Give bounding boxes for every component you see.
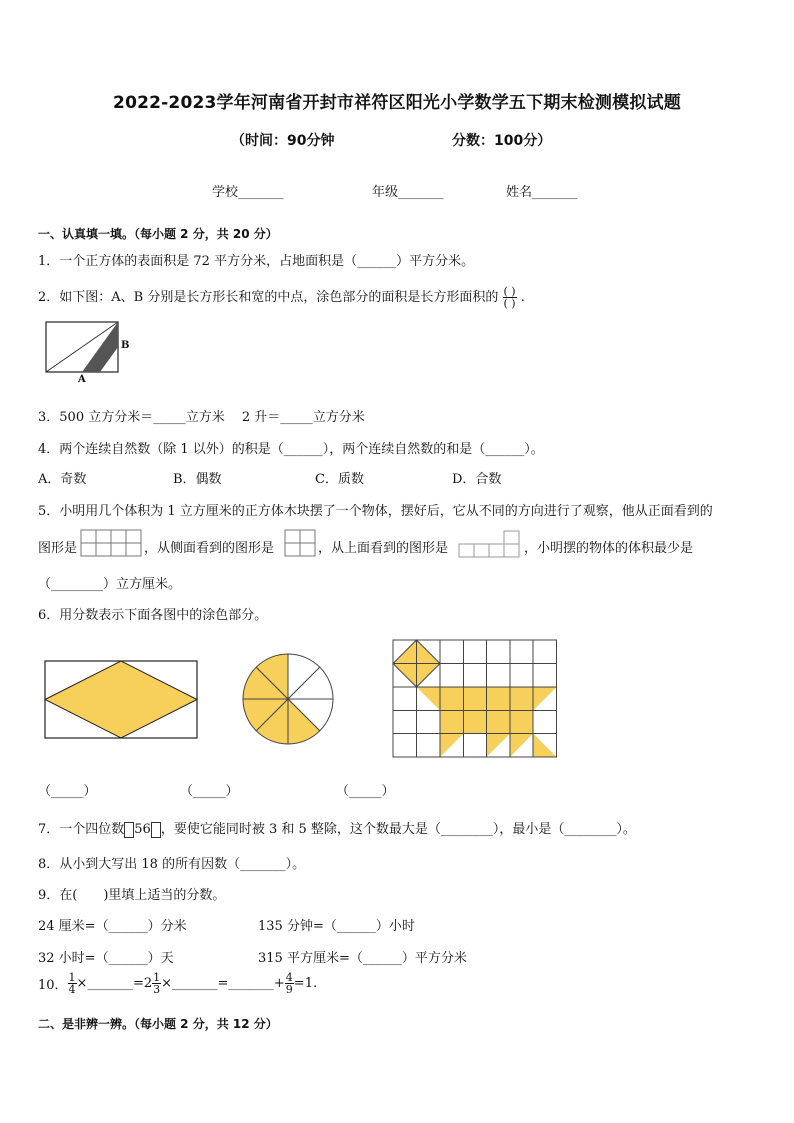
question-10 [38,972,317,995]
rhombus-figure [44,660,200,742]
q9-item-3: 32 小时=（______）天 [38,951,174,966]
q9-item-2: 135 分钟=（______）小时 [258,919,415,934]
question-10-end: =1. [293,976,318,991]
question-5-top-label: ，从上面看到的图形是 [318,541,449,556]
option-b[interactable]: B．偶数 [173,472,222,487]
digit-box-left[interactable] [124,822,134,838]
fraction-1-num: 1 [68,971,76,984]
question-10-mid1: ×_______=2 [76,976,153,991]
question-5-volume-text: ，小明摆的物体的体积最少是 [524,541,694,556]
fraction-1 [68,972,77,995]
grid-figure [392,639,560,761]
question-6: 6．用分数表示下面各图中的涂色部分。 [38,608,268,623]
fraction-2-den: 3 [153,983,161,996]
section-heading: 一、认真填一填。（每小题 2 分，共 20 分） [38,227,278,241]
question-7 [38,818,636,838]
option-a[interactable]: A．奇数 [38,472,87,487]
fraction-3-num: 4 [285,971,293,984]
q9-item-1: 24 厘米=（______）分米 [38,919,187,934]
name-field[interactable]: 姓名_______ [506,185,578,200]
question-1: 1．一个正方体的表面积是 72 平方分米，占地面积是（______）平方分米。 [38,254,475,269]
fraction-numerator: ( ) [503,285,516,298]
q6-blank-2[interactable]: （_____） [180,784,239,799]
side-view-grid [284,529,318,559]
label-a: A [78,374,86,385]
question-3: 3．500 立方分米＝_____立方米 2 升＝_____立方分米 [38,410,365,425]
question-7-start: 7．一个四位数 [38,822,125,837]
question-10-prefix: 10． [38,978,68,993]
question-9: 9．在( )里填上适当的分数。 [38,888,226,903]
top-view-grid [458,529,524,559]
fraction-3-den: 9 [285,983,293,996]
question-7-end: ，要使它能同时被 3 和 5 整除，这个数最大是（________），最小是（________）。 [160,822,636,837]
question-7-digits: 56 [134,822,151,837]
q6-blank-1[interactable]: （_____） [38,784,97,799]
question-2-fraction [503,286,517,309]
section-2-heading: 二、是非辨一辨。（每小题 2 分，共 12 分） [38,1017,278,1031]
label-b: B [121,340,130,351]
option-c[interactable]: C．质数 [315,472,364,487]
question-2-text: 2．如下图：A、B 分别是长方形长和宽的中点，涂色部分的面积是长方形面积的 [38,290,499,305]
question-5-front-label: 图形是 [38,541,78,556]
rectangle-figure [40,318,150,390]
grade-field[interactable]: 年级_______ [372,185,444,200]
question-5-side-label: ，从侧面看到的图形是 [144,541,275,556]
fraction-1-den: 4 [68,983,76,996]
fraction-2 [152,972,161,995]
question-2 [38,286,525,309]
exam-time: （时间：90分钟 [231,133,335,149]
option-d[interactable]: D．合数 [452,472,502,487]
circle-figure [240,651,336,747]
question-8: 8．从小到大写出 18 的所有因数（_______）。 [38,857,306,872]
exam-score: 分数：100分） [452,133,552,149]
fraction-3 [285,972,294,995]
question-2-end: . [520,290,525,305]
fraction-denominator: ( ) [503,297,516,310]
question-10-mid2: ×_______=_______+ [161,976,285,991]
fraction-2-num: 1 [153,971,161,984]
question-5-line3: （________）立方厘米。 [38,577,182,592]
page-title: 2022-2023学年河南省开封市祥符区阳光小学数学五下期末检测模拟试题 [113,93,681,113]
question-4: 4．两个连续自然数（除 1 以外）的积是（______），两个连续自然数的和是（______）。 [38,442,544,457]
school-field[interactable]: 学校_______ [212,185,284,200]
q6-blank-3[interactable]: （_____） [336,784,395,799]
front-view-grid [80,529,144,559]
digit-box-right[interactable] [151,822,161,838]
q9-item-4: 315 平方厘米=（______）平方分米 [258,951,467,966]
question-5-line1: 5．小明用几个体积为 1 立方厘米的正方体木块摆了一个物体，摆好后，它从不同的方向进行了观察，他从正面看到的 [38,504,713,519]
